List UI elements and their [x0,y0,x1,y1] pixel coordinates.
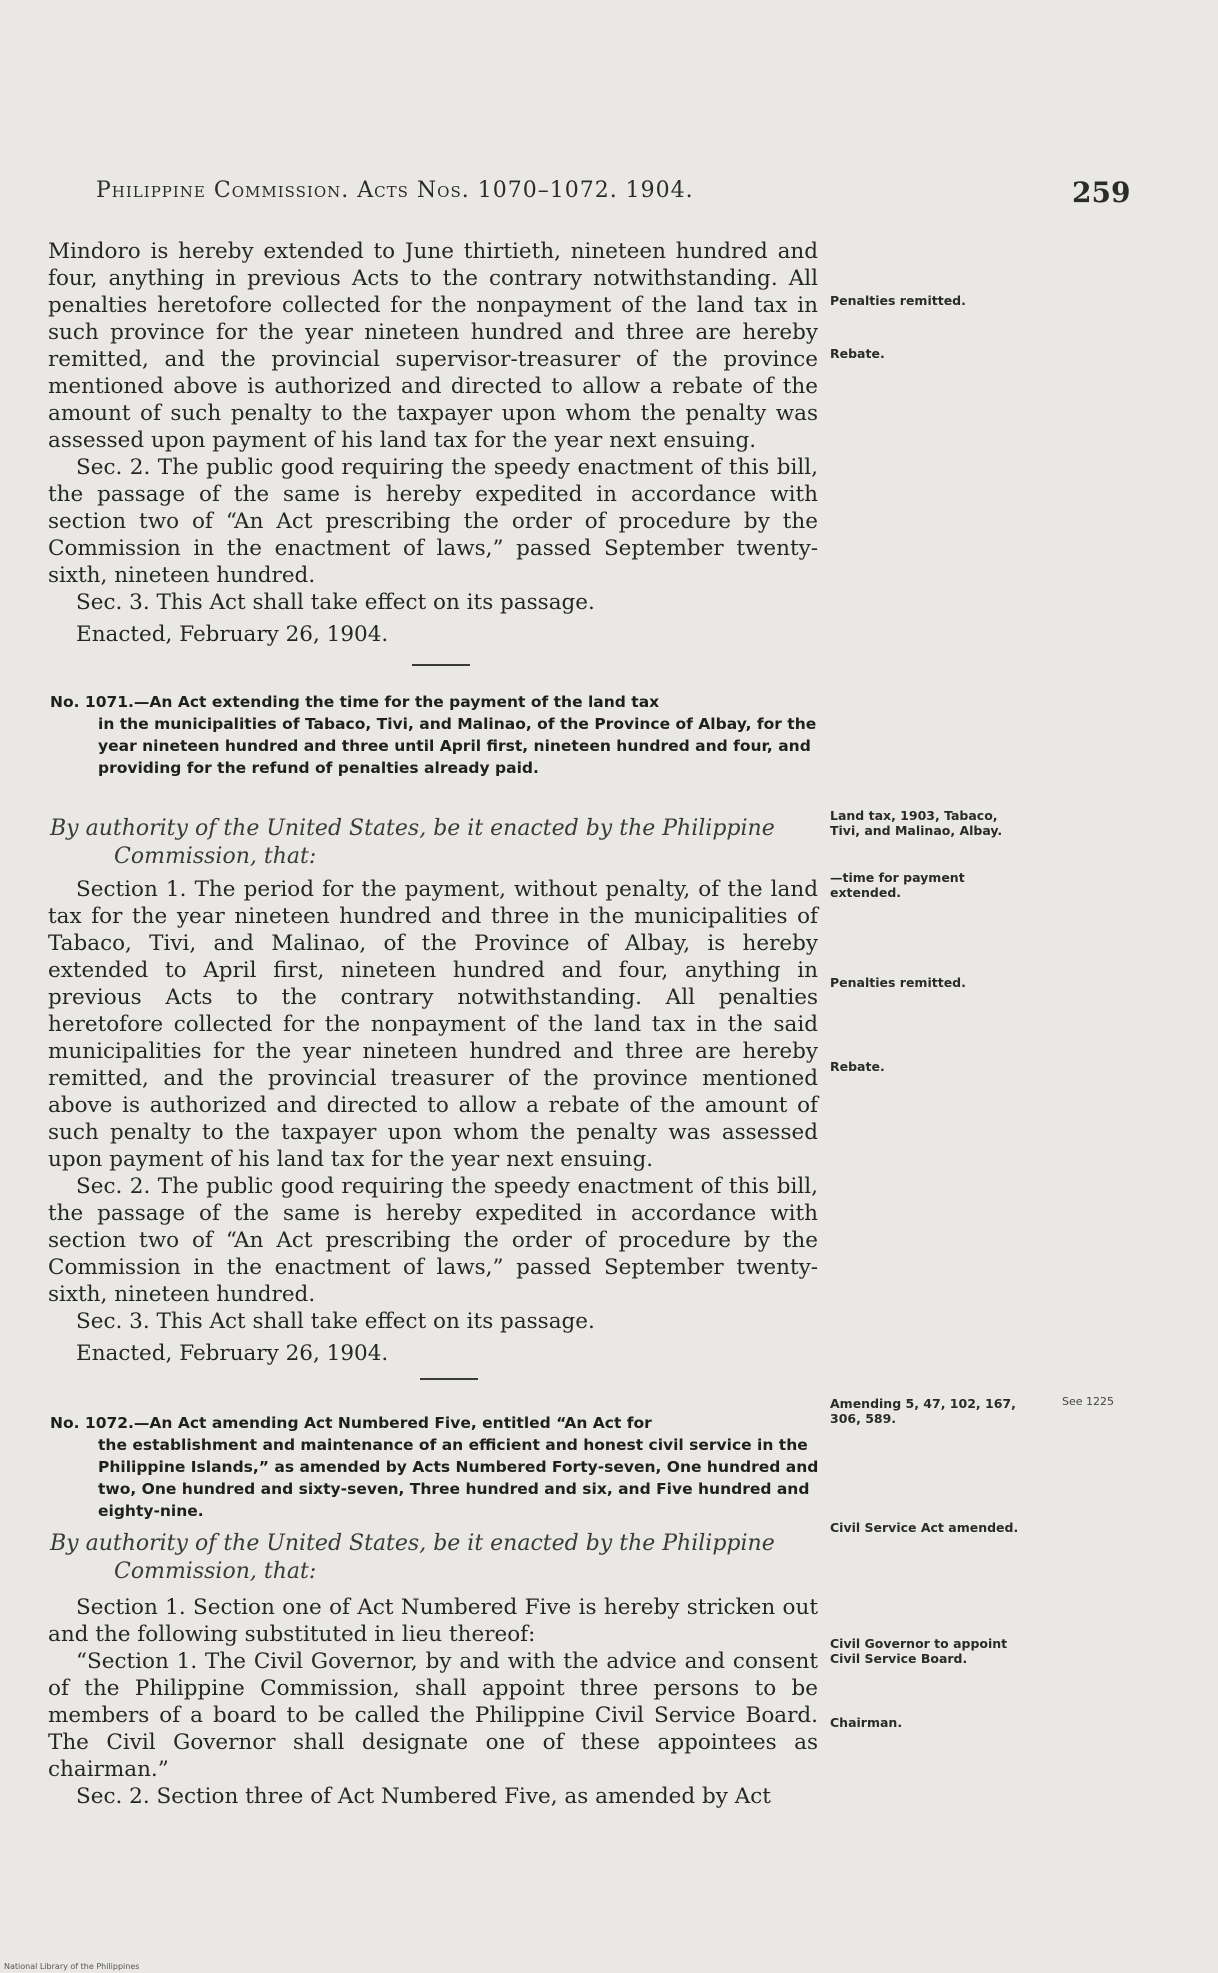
side-note-penalties-remitted: Penalties remitted. [830,975,966,990]
section-divider [420,1378,478,1380]
paragraph: Sec. 2. Section three of Act Numbered Five, as amended by Act [76,1784,771,1809]
enacted-date: Enacted, February 26, 1904. [76,1341,389,1366]
act-heading-first-line: No. 1071.—An Act extending the time for the payment of the land tax [50,693,660,711]
act-heading-continuation: the establishment and maintenance of an efficient and honest civil service in the Philippine Islands,” as amended by Acts Numbered Forty-seven, One hundred and two, One hundred and sixty-seven, Three hundred and six, and Five hundred and eighty-nine. [98,1436,819,1520]
act-1072-heading [50,1412,820,1522]
side-note-amending: Amending 5, 47, 102, 167, 306, 589. [830,1396,1016,1426]
side-note-chairman: Chairman. [830,1715,903,1730]
act-heading-first-line: No. 1072.—An Act amending Act Numbered Five, entitled “An Act for [50,1414,652,1432]
paragraph: Mindoro is hereby extended to June thirtieth, nineteen hundred and four, anything in previous Acts to the contrary notwithstanding. All penalties heretofore collected for the nonpayment of the land tax in such province for the year nineteen hundred and three are hereby remitted, and the provincial supervisor-treasurer of the province mentioned above is authorized and directed to allow a rebate of the amount of such penalty to the taxpayer upon whom the penalty was assessed upon payment of his land tax for the year next ensuing. [48,239,818,453]
act-1071-body [48,876,818,1367]
side-note-rebate: Rebate. [830,346,885,361]
paragraph: Section 1. Section one of Act Numbered Five is hereby stricken out and the following substituted in lieu thereof: [48,1595,818,1647]
side-note-rebate: Rebate. [830,1059,885,1074]
paragraph: Sec. 3. This Act shall take effect on its passage. [76,590,595,615]
act-heading-continuation: in the municipalities of Tabaco, Tivi, and Malinao, of the Province of Albay, for the year nineteen hundred and three until April first, nineteen hundred and four, and providing for the refund of penalties already paid. [98,715,817,777]
act-1070-continuation [48,238,818,648]
enacting-line-1: By authority of the United States, be it enacted by the Philippine [50,1531,775,1556]
paragraph: Sec. 2. The public good requiring the speedy enactment of this bill, the passage of the same is hereby expedited in accordance with section two of “An Act prescribing the order of procedure by the Commission in the enactment of laws,” passed September twenty-sixth, nineteen hundred. [48,1174,818,1307]
act-1071-heading [50,691,820,779]
enacting-line-1: By authority of the United States, be it enacted by the Philippine [50,816,775,841]
scan-footer: National Library of the Philippines [4,1962,140,1971]
side-note-civil-governor: Civil Governor to appoint Civil Service Board. [830,1636,1008,1666]
side-note-civil-service-act: Civil Service Act amended. [830,1520,1019,1535]
section-divider [412,664,470,666]
running-head: Philippine Commission. Acts Nos. 1070–1072. 1904. [96,178,694,203]
paragraph: “Section 1. The Civil Governor, by and with the advice and consent of the Philippine Commission, shall appoint three persons to be members of a board to be called the Philippine Civil Service Board. The Civil Governor shall designate one of these appointees as chairman.” [48,1649,818,1782]
side-note-land-tax: Land tax, 1903, Tabaco, Tivi, and Malinao, Albay. [830,808,1003,838]
paragraph: Sec. 3. This Act shall take effect on its passage. [76,1309,595,1334]
page-number: 259 [1072,176,1131,209]
act-1072-body [48,1594,818,1810]
enacting-line-2: Commission, that: [114,1559,317,1584]
paragraph: Section 1. The period for the payment, without penalty, of the land tax for the year nineteen hundred and three in the municipalities of Tabaco, Tivi, and Malinao, of the Province of Albay, is hereby extended to April first, nineteen hundred and four, anything in previous Acts to the contrary notwithstanding. All penalties heretofore collected for the nonpayment of the land tax in the said municipalities for the year nineteen hundred and three are hereby remitted, and the provincial treasurer of the province mentioned above is authorized and directed to allow a rebate of the amount of such penalty to the taxpayer upon whom the penalty was assessed upon payment of his land tax for the year next ensuing. [48,877,818,1172]
enacting-clause [50,1530,820,1586]
side-note-penalties-remitted: Penalties remitted. [830,293,966,308]
paragraph: Sec. 2. The public good requiring the speedy enactment of this bill, the passage of the same is hereby expedited in accordance with section two of “An Act prescribing the order of procedure by the Commission in the enactment of laws,” passed September twenty-sixth, nineteen hundred. [48,455,818,588]
side-note-time-extended: —time for payment extended. [830,870,965,900]
side-note-see-reference: See 1225 [1062,1395,1115,1408]
enacted-date: Enacted, February 26, 1904. [76,622,389,647]
enacting-line-2: Commission, that: [114,844,317,869]
enacting-clause [50,815,820,871]
